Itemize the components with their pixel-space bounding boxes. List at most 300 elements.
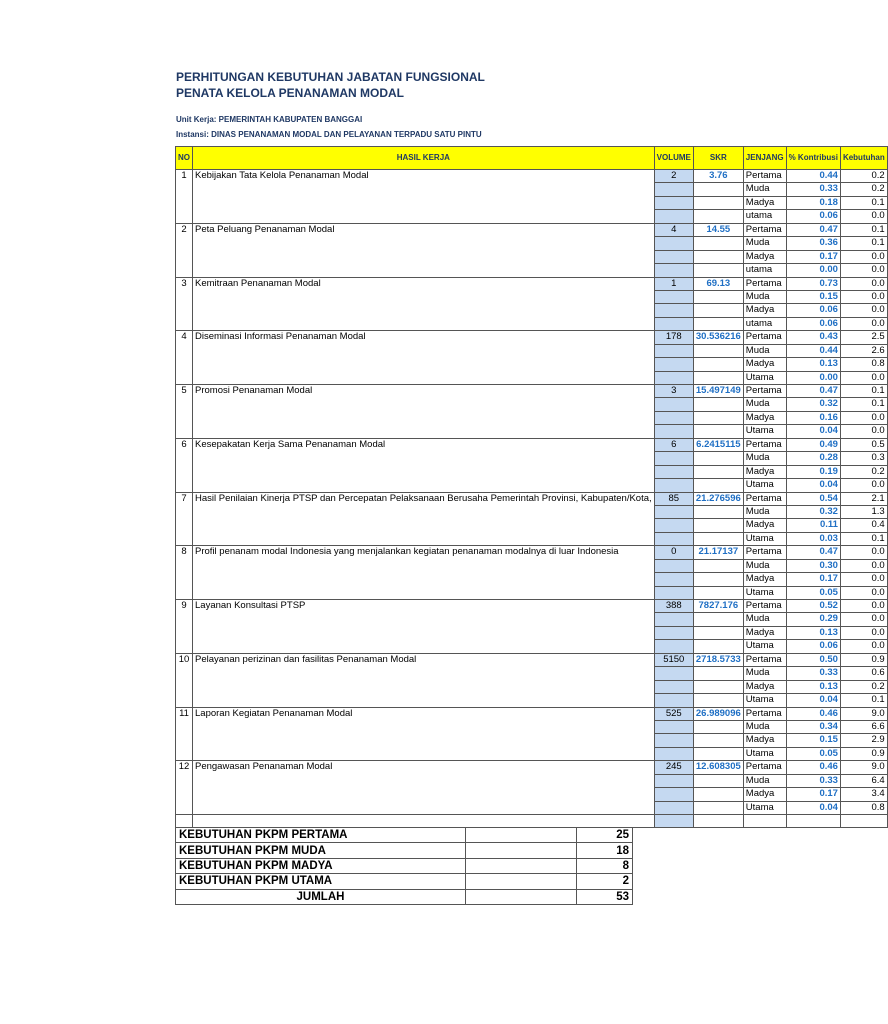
row-number: 12	[176, 761, 193, 815]
hasil-kerja-cell: Pengawasan Penanaman Modal	[193, 761, 655, 815]
header-jenjang: JENJANG	[743, 147, 786, 170]
hasil-kerja-cell: Laporan Kegiatan Penanaman Modal	[193, 707, 655, 761]
volume-cell	[654, 613, 693, 626]
table-header-row	[176, 147, 888, 170]
kebutuhan-cell: 0.1	[840, 223, 887, 236]
summary-row	[176, 828, 633, 843]
kebutuhan-cell: 3.4	[840, 788, 887, 801]
row-number: 11	[176, 707, 193, 761]
header-no: NO	[176, 147, 193, 170]
jenjang-cell: Muda	[743, 613, 786, 626]
skr-cell	[693, 788, 743, 801]
table-row	[176, 385, 888, 398]
table-row	[176, 707, 888, 720]
skr-cell	[693, 344, 743, 357]
jenjang-cell: Muda	[743, 398, 786, 411]
skr-cell: 14.55	[693, 223, 743, 236]
volume-cell	[654, 640, 693, 653]
jenjang-cell: Muda	[743, 290, 786, 303]
volume-cell: 3	[654, 385, 693, 398]
kebutuhan-cell: 9.0	[840, 761, 887, 774]
kontribusi-cell: 0.17	[786, 250, 840, 263]
jenjang-cell: Muda	[743, 237, 786, 250]
kontribusi-cell: 0.00	[786, 264, 840, 277]
kebutuhan-cell: 0.0	[840, 546, 887, 559]
skr-cell	[693, 371, 743, 384]
kebutuhan-table	[175, 146, 888, 828]
kontribusi-cell: 0.52	[786, 600, 840, 613]
hasil-kerja-cell: Hasil Penilaian Kinerja PTSP dan Percepatan Pelaksanaan Berusaha Pemerintah Provinsi, Kabupaten/Kota,	[193, 492, 655, 546]
volume-cell	[654, 559, 693, 572]
row-number: 10	[176, 653, 193, 707]
volume-cell: 2	[654, 170, 693, 183]
kebutuhan-cell: 0.0	[840, 573, 887, 586]
row-number: 7	[176, 492, 193, 546]
kebutuhan-cell: 0.0	[840, 626, 887, 639]
kontribusi-cell: 0.47	[786, 223, 840, 236]
table-row	[176, 761, 888, 774]
summary-spacer	[466, 843, 577, 858]
volume-cell	[654, 747, 693, 760]
jenjang-cell: Madya	[743, 626, 786, 639]
volume-cell	[654, 667, 693, 680]
kontribusi-cell: 0.32	[786, 398, 840, 411]
skr-cell: 26.989096	[693, 707, 743, 720]
volume-cell	[654, 264, 693, 277]
summary-label: KEBUTUHAN PKPM MADYA	[176, 858, 466, 873]
kebutuhan-cell: 0.6	[840, 667, 887, 680]
summary-table	[175, 827, 633, 905]
volume-cell	[654, 196, 693, 209]
skr-cell	[693, 519, 743, 532]
summary-spacer	[466, 874, 577, 889]
row-number: 1	[176, 170, 193, 224]
kebutuhan-cell: 0.1	[840, 196, 887, 209]
instansi-label: Instansi: DINAS PENANAMAN MODAL DAN PELAYANAN TERPADU SATU PINTU	[176, 130, 482, 139]
kebutuhan-cell: 0.1	[840, 532, 887, 545]
jenjang-cell: Pertama	[743, 653, 786, 666]
empty-cell	[193, 815, 655, 828]
kebutuhan-cell: 0.0	[840, 304, 887, 317]
skr-cell	[693, 479, 743, 492]
skr-cell	[693, 694, 743, 707]
kontribusi-cell: 0.19	[786, 465, 840, 478]
kontribusi-cell: 0.54	[786, 492, 840, 505]
kebutuhan-cell: 0.4	[840, 519, 887, 532]
kontribusi-cell: 0.33	[786, 774, 840, 787]
kontribusi-cell: 0.06	[786, 210, 840, 223]
jenjang-cell: Utama	[743, 747, 786, 760]
kebutuhan-cell: 0.0	[840, 613, 887, 626]
skr-cell	[693, 425, 743, 438]
volume-cell	[654, 290, 693, 303]
kontribusi-cell: 0.34	[786, 720, 840, 733]
jumlah-label: JUMLAH	[176, 889, 466, 904]
kontribusi-cell: 0.44	[786, 170, 840, 183]
kontribusi-cell: 0.15	[786, 734, 840, 747]
jenjang-cell: Madya	[743, 788, 786, 801]
empty-cell	[786, 815, 840, 828]
kebutuhan-cell: 2.6	[840, 344, 887, 357]
skr-cell	[693, 304, 743, 317]
kebutuhan-cell: 0.0	[840, 479, 887, 492]
empty-cell	[176, 815, 193, 828]
skr-cell: 12.608305	[693, 761, 743, 774]
page-title: PERHITUNGAN KEBUTUHAN JABATAN FUNGSIONAL	[176, 70, 485, 84]
volume-cell	[654, 532, 693, 545]
volume-cell	[654, 694, 693, 707]
kontribusi-cell: 0.47	[786, 385, 840, 398]
skr-cell: 3.76	[693, 170, 743, 183]
kebutuhan-cell: 2.9	[840, 734, 887, 747]
jenjang-cell: Utama	[743, 640, 786, 653]
hasil-kerja-cell: Diseminasi Informasi Penanaman Modal	[193, 331, 655, 385]
skr-cell: 21.276596	[693, 492, 743, 505]
volume-cell	[654, 317, 693, 330]
volume-cell	[654, 183, 693, 196]
volume-cell	[654, 358, 693, 371]
kebutuhan-cell: 0.0	[840, 411, 887, 424]
volume-cell	[654, 505, 693, 518]
summary-value: 25	[577, 828, 633, 843]
header-hasil-kerja: HASIL KERJA	[193, 147, 655, 170]
header-volume: VOLUME	[654, 147, 693, 170]
hasil-kerja-cell: Kesepakatan Kerja Sama Penanaman Modal	[193, 438, 655, 492]
skr-cell: 30.536216	[693, 331, 743, 344]
kebutuhan-cell: 0.0	[840, 371, 887, 384]
kontribusi-cell: 0.43	[786, 331, 840, 344]
row-number: 5	[176, 385, 193, 439]
jumlah-value: 53	[577, 889, 633, 904]
volume-cell: 245	[654, 761, 693, 774]
header-kebutuhan: Kebutuhan	[840, 147, 887, 170]
row-number: 6	[176, 438, 193, 492]
volume-cell: 525	[654, 707, 693, 720]
kontribusi-cell: 0.13	[786, 626, 840, 639]
volume-cell	[654, 720, 693, 733]
skr-cell	[693, 774, 743, 787]
skr-cell	[693, 290, 743, 303]
jenjang-cell: Muda	[743, 774, 786, 787]
kontribusi-cell: 0.32	[786, 505, 840, 518]
kontribusi-cell: 0.06	[786, 304, 840, 317]
volume-cell	[654, 479, 693, 492]
summary-value: 2	[577, 874, 633, 889]
kebutuhan-cell: 0.0	[840, 640, 887, 653]
hasil-kerja-cell: Kebijakan Tata Kelola Penanaman Modal	[193, 170, 655, 224]
row-number: 9	[176, 600, 193, 654]
summary-value: 18	[577, 843, 633, 858]
skr-cell	[693, 250, 743, 263]
kontribusi-cell: 0.06	[786, 640, 840, 653]
volume-cell	[654, 586, 693, 599]
skr-cell	[693, 801, 743, 814]
kebutuhan-cell: 1.3	[840, 505, 887, 518]
summary-row	[176, 843, 633, 858]
volume-cell	[654, 344, 693, 357]
kontribusi-cell: 0.49	[786, 438, 840, 451]
jenjang-cell: Pertama	[743, 331, 786, 344]
skr-cell	[693, 183, 743, 196]
volume-cell	[654, 371, 693, 384]
volume-cell	[654, 465, 693, 478]
kontribusi-cell: 0.06	[786, 317, 840, 330]
summary-spacer	[466, 828, 577, 843]
summary-row	[176, 874, 633, 889]
jenjang-cell: Muda	[743, 505, 786, 518]
kontribusi-cell: 0.44	[786, 344, 840, 357]
table-row	[176, 653, 888, 666]
summary-row	[176, 858, 633, 873]
volume-cell	[654, 411, 693, 424]
table-row	[176, 170, 888, 183]
table-row	[176, 546, 888, 559]
skr-cell: 7827.176	[693, 600, 743, 613]
kontribusi-cell: 0.50	[786, 653, 840, 666]
hasil-kerja-cell: Peta Peluang Penanaman Modal	[193, 223, 655, 277]
volume-cell: 178	[654, 331, 693, 344]
skr-cell	[693, 264, 743, 277]
jenjang-cell: Pertama	[743, 438, 786, 451]
summary-label: KEBUTUHAN PKPM UTAMA	[176, 874, 466, 889]
kebutuhan-cell: 0.3	[840, 452, 887, 465]
kontribusi-cell: 0.15	[786, 290, 840, 303]
skr-cell	[693, 667, 743, 680]
volume-cell: 6	[654, 438, 693, 451]
hasil-kerja-cell: Pelayanan perizinan dan fasilitas Penanaman Modal	[193, 653, 655, 707]
table-row	[176, 223, 888, 236]
kontribusi-cell: 0.05	[786, 586, 840, 599]
volume-cell	[654, 680, 693, 693]
volume-cell: 1	[654, 277, 693, 290]
table-row-empty	[176, 815, 888, 828]
kebutuhan-cell: 0.9	[840, 653, 887, 666]
skr-cell	[693, 210, 743, 223]
volume-cell: 85	[654, 492, 693, 505]
jenjang-cell: Utama	[743, 371, 786, 384]
kebutuhan-cell: 0.5	[840, 438, 887, 451]
jenjang-cell: Madya	[743, 411, 786, 424]
table-row	[176, 438, 888, 451]
kontribusi-cell: 0.13	[786, 680, 840, 693]
jenjang-cell: Madya	[743, 358, 786, 371]
hasil-kerja-cell: Kemitraan Penanaman Modal	[193, 277, 655, 331]
kebutuhan-cell: 2.5	[840, 331, 887, 344]
kontribusi-cell: 0.05	[786, 747, 840, 760]
table-row	[176, 492, 888, 505]
kontribusi-cell: 0.46	[786, 761, 840, 774]
kebutuhan-cell: 0.1	[840, 237, 887, 250]
volume-cell	[654, 250, 693, 263]
kebutuhan-cell: 0.0	[840, 559, 887, 572]
skr-cell	[693, 640, 743, 653]
jenjang-cell: Utama	[743, 694, 786, 707]
kebutuhan-cell: 0.0	[840, 600, 887, 613]
skr-cell	[693, 452, 743, 465]
kebutuhan-cell: 0.0	[840, 277, 887, 290]
empty-cell	[654, 815, 693, 828]
kebutuhan-cell: 6.4	[840, 774, 887, 787]
jenjang-cell: Madya	[743, 519, 786, 532]
skr-cell	[693, 720, 743, 733]
kontribusi-cell: 0.17	[786, 573, 840, 586]
empty-cell	[743, 815, 786, 828]
jenjang-cell: Pertama	[743, 223, 786, 236]
kebutuhan-cell: 0.9	[840, 747, 887, 760]
jenjang-cell: Muda	[743, 667, 786, 680]
kebutuhan-cell: 0.0	[840, 210, 887, 223]
jenjang-cell: Madya	[743, 304, 786, 317]
volume-cell	[654, 788, 693, 801]
skr-cell: 15.497149	[693, 385, 743, 398]
jenjang-cell: Pertama	[743, 546, 786, 559]
volume-cell: 0	[654, 546, 693, 559]
summary-value: 8	[577, 858, 633, 873]
skr-cell: 21.17137	[693, 546, 743, 559]
jenjang-cell: Pertama	[743, 492, 786, 505]
volume-cell	[654, 626, 693, 639]
page-subtitle: PENATA KELOLA PENANAMAN MODAL	[176, 86, 404, 100]
skr-cell	[693, 358, 743, 371]
jenjang-cell: Madya	[743, 465, 786, 478]
skr-cell	[693, 465, 743, 478]
volume-cell: 4	[654, 223, 693, 236]
kebutuhan-cell: 0.2	[840, 680, 887, 693]
kontribusi-cell: 0.47	[786, 546, 840, 559]
volume-cell	[654, 237, 693, 250]
summary-spacer	[466, 858, 577, 873]
hasil-kerja-cell: Layanan Konsultasi PTSP	[193, 600, 655, 654]
volume-cell	[654, 210, 693, 223]
jenjang-cell: utama	[743, 264, 786, 277]
kebutuhan-cell: 0.8	[840, 801, 887, 814]
jumlah-row	[176, 889, 633, 904]
volume-cell	[654, 519, 693, 532]
volume-cell	[654, 774, 693, 787]
jenjang-cell: Muda	[743, 559, 786, 572]
skr-cell	[693, 411, 743, 424]
skr-cell	[693, 626, 743, 639]
kontribusi-cell: 0.73	[786, 277, 840, 290]
skr-cell	[693, 573, 743, 586]
hasil-kerja-cell: Promosi Penanaman Modal	[193, 385, 655, 439]
volume-cell	[654, 398, 693, 411]
volume-cell: 388	[654, 600, 693, 613]
jenjang-cell: utama	[743, 210, 786, 223]
skr-cell	[693, 237, 743, 250]
volume-cell	[654, 304, 693, 317]
jenjang-cell: Utama	[743, 425, 786, 438]
hasil-kerja-cell: Profil penanam modal Indonesia yang menjalankan kegiatan penanaman modalnya di luar Indonesia	[193, 546, 655, 600]
row-number: 3	[176, 277, 193, 331]
skr-cell	[693, 505, 743, 518]
jumlah-spacer	[466, 889, 577, 904]
kontribusi-cell: 0.18	[786, 196, 840, 209]
unit-kerja-label: Unit Kerja: PEMERINTAH KABUPATEN BANGGAI	[176, 115, 363, 124]
skr-cell	[693, 317, 743, 330]
kebutuhan-cell: 6.6	[840, 720, 887, 733]
kebutuhan-cell: 0.2	[840, 465, 887, 478]
kontribusi-cell: 0.04	[786, 479, 840, 492]
jenjang-cell: Muda	[743, 720, 786, 733]
jenjang-cell: Utama	[743, 532, 786, 545]
kebutuhan-cell: 0.0	[840, 586, 887, 599]
kebutuhan-cell: 0.2	[840, 170, 887, 183]
jenjang-cell: Madya	[743, 734, 786, 747]
kontribusi-cell: 0.03	[786, 532, 840, 545]
kebutuhan-cell: 0.1	[840, 694, 887, 707]
jenjang-cell: Utama	[743, 801, 786, 814]
kebutuhan-cell: 0.0	[840, 250, 887, 263]
kebutuhan-cell: 0.0	[840, 317, 887, 330]
kebutuhan-cell: 2.1	[840, 492, 887, 505]
kontribusi-cell: 0.00	[786, 371, 840, 384]
summary-label: KEBUTUHAN PKPM MUDA	[176, 843, 466, 858]
row-number: 8	[176, 546, 193, 600]
kontribusi-cell: 0.30	[786, 559, 840, 572]
table-row	[176, 331, 888, 344]
jenjang-cell: Muda	[743, 452, 786, 465]
kebutuhan-cell: 0.8	[840, 358, 887, 371]
volume-cell	[654, 801, 693, 814]
jenjang-cell: Madya	[743, 680, 786, 693]
kontribusi-cell: 0.16	[786, 411, 840, 424]
header-kontribusi: % Kontribusi	[786, 147, 840, 170]
skr-cell	[693, 680, 743, 693]
empty-cell	[693, 815, 743, 828]
header-skr: SKR	[693, 147, 743, 170]
summary-label: KEBUTUHAN PKPM PERTAMA	[176, 828, 466, 843]
jenjang-cell: Pertama	[743, 385, 786, 398]
jenjang-cell: Madya	[743, 250, 786, 263]
kontribusi-cell: 0.28	[786, 452, 840, 465]
skr-cell	[693, 196, 743, 209]
skr-cell	[693, 586, 743, 599]
jenjang-cell: Muda	[743, 344, 786, 357]
table-row	[176, 600, 888, 613]
kontribusi-cell: 0.04	[786, 425, 840, 438]
skr-cell: 2718.5733	[693, 653, 743, 666]
jenjang-cell: Pertama	[743, 761, 786, 774]
table-row	[176, 277, 888, 290]
jenjang-cell: Madya	[743, 196, 786, 209]
volume-cell	[654, 425, 693, 438]
empty-cell	[840, 815, 887, 828]
jenjang-cell: Madya	[743, 573, 786, 586]
jenjang-cell: utama	[743, 317, 786, 330]
jenjang-cell: Utama	[743, 479, 786, 492]
kontribusi-cell: 0.46	[786, 707, 840, 720]
kontribusi-cell: 0.04	[786, 801, 840, 814]
volume-cell: 5150	[654, 653, 693, 666]
jenjang-cell: Utama	[743, 586, 786, 599]
row-number: 4	[176, 331, 193, 385]
kontribusi-cell: 0.33	[786, 183, 840, 196]
skr-cell: 6.2415115	[693, 438, 743, 451]
kontribusi-cell: 0.33	[786, 667, 840, 680]
kebutuhan-cell: 0.0	[840, 290, 887, 303]
kebutuhan-cell: 0.1	[840, 398, 887, 411]
kebutuhan-cell: 0.0	[840, 425, 887, 438]
skr-cell	[693, 398, 743, 411]
volume-cell	[654, 734, 693, 747]
kontribusi-cell: 0.36	[786, 237, 840, 250]
jenjang-cell: Pertama	[743, 707, 786, 720]
skr-cell	[693, 532, 743, 545]
skr-cell	[693, 559, 743, 572]
kebutuhan-cell: 0.1	[840, 385, 887, 398]
kebutuhan-cell: 0.2	[840, 183, 887, 196]
